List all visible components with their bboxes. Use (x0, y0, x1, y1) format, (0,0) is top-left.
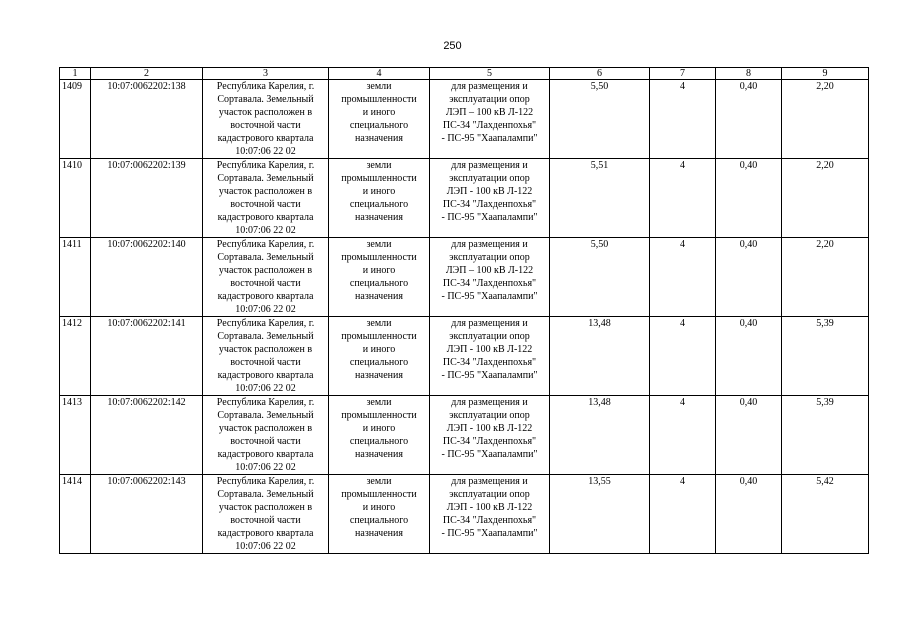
column-9-cell: 5,39 (782, 317, 869, 396)
permitted-use-cell-line: ПС-34 "Лахденпохья" (442, 515, 537, 526)
column-7-cell: 4 (650, 317, 716, 396)
permitted-use-cell-line: ЛЭП - 100 кВ Л-122 (446, 502, 533, 513)
location-cell-line: Республика Карелия, г. (216, 239, 315, 250)
land-category-cell-line: специального (349, 199, 409, 210)
land-category-cell-line: назначения (355, 449, 403, 460)
location-cell-line: кадастрового квартала (217, 212, 314, 223)
location-cell-line: Республика Карелия, г. (216, 476, 315, 487)
land-category-cell (329, 159, 430, 238)
permitted-use-cell-line: ПС-34 "Лахденпохья" (442, 120, 537, 131)
cadastral-number-cell: 10:07:0062202:139 (91, 159, 203, 238)
location-cell-line: Сортавала. Земельный (217, 94, 314, 105)
header-cell: 9 (782, 68, 869, 80)
land-category-cell-line: промышленности (341, 94, 417, 105)
row-number-cell: 1414 (60, 475, 91, 554)
cadastral-number-cell: 10:07:0062202:143 (91, 475, 203, 554)
column-7-cell: 4 (650, 159, 716, 238)
land-category-cell-line: и иного (362, 423, 396, 434)
land-category-cell-line: и иного (362, 186, 396, 197)
row-number-cell: 1410 (60, 159, 91, 238)
table-row (60, 475, 869, 554)
column-9-cell: 2,20 (782, 238, 869, 317)
permitted-use-cell-line: ПС-34 "Лахденпохья" (442, 278, 537, 289)
cadastral-number-cell: 10:07:0062202:141 (91, 317, 203, 396)
land-category-cell-line: промышленности (341, 252, 417, 263)
land-category-cell-line: и иного (362, 502, 396, 513)
permitted-use-cell-line: ЛЭП – 100 кВ Л-122 (445, 107, 534, 118)
land-category-cell-line: промышленности (341, 331, 417, 342)
permitted-use-cell-line: ЛЭП - 100 кВ Л-122 (446, 344, 533, 355)
header-cell: 8 (716, 68, 782, 80)
column-7-cell: 4 (650, 396, 716, 475)
land-category-cell (329, 475, 430, 554)
permitted-use-cell-line: - ПС-95 "Хаапалампи" (441, 291, 538, 302)
permitted-use-cell (430, 475, 550, 554)
permitted-use-cell-line: для размещения и (451, 318, 528, 329)
land-category-cell-line: земли (366, 239, 392, 250)
column-6-cell: 13,48 (550, 396, 650, 475)
location-cell-line: кадастрового квартала (217, 291, 314, 302)
column-6-cell: 5,50 (550, 238, 650, 317)
location-cell-line: Сортавала. Земельный (217, 410, 314, 421)
location-cell (203, 475, 329, 554)
land-category-cell-line: назначения (355, 212, 403, 223)
header-cell: 6 (550, 68, 650, 80)
land-category-cell-line: промышленности (341, 173, 417, 184)
location-cell-line: участок расположен в (218, 423, 313, 434)
location-cell-line: Республика Карелия, г. (216, 318, 315, 329)
land-category-cell-line: земли (366, 81, 392, 92)
location-cell-line: Республика Карелия, г. (216, 160, 315, 171)
column-9-cell: 5,39 (782, 396, 869, 475)
permitted-use-cell-line: ЛЭП - 100 кВ Л-122 (446, 186, 533, 197)
permitted-use-cell-line: эксплуатации опор (449, 173, 530, 184)
column-9-cell: 2,20 (782, 80, 869, 159)
column-8-cell: 0,40 (716, 317, 782, 396)
location-cell (203, 238, 329, 317)
location-cell-line: Республика Карелия, г. (216, 397, 315, 408)
row-number-cell: 1413 (60, 396, 91, 475)
location-cell-line: восточной части (230, 199, 301, 210)
land-category-cell-line: специального (349, 120, 409, 131)
permitted-use-cell-line: эксплуатации опор (449, 252, 530, 263)
permitted-use-cell-line: ПС-34 "Лахденпохья" (442, 357, 537, 368)
location-cell-line: кадастрового квартала (217, 370, 314, 381)
column-6-cell: 13,55 (550, 475, 650, 554)
permitted-use-cell-line: эксплуатации опор (449, 489, 530, 500)
location-cell-line: 10:07:06 22 02 (235, 541, 296, 552)
permitted-use-cell-line: для размещения и (451, 81, 528, 92)
permitted-use-cell-line: для размещения и (451, 239, 528, 250)
land-category-cell-line: земли (366, 397, 392, 408)
cadastral-number-cell: 10:07:0062202:140 (91, 238, 203, 317)
permitted-use-cell-line: эксплуатации опор (449, 94, 530, 105)
permitted-use-cell (430, 159, 550, 238)
permitted-use-cell-line: ЛЭП - 100 кВ Л-122 (446, 423, 533, 434)
location-cell (203, 396, 329, 475)
location-cell-line: Сортавала. Земельный (217, 252, 314, 263)
permitted-use-cell (430, 396, 550, 475)
location-cell-line: 10:07:06 22 02 (235, 146, 296, 157)
column-9-cell: 5,42 (782, 475, 869, 554)
location-cell-line: Сортавала. Земельный (217, 331, 314, 342)
land-category-cell (329, 396, 430, 475)
permitted-use-cell-line: для размещения и (451, 476, 528, 487)
row-number-cell: 1409 (60, 80, 91, 159)
column-9-cell: 2,20 (782, 159, 869, 238)
land-category-cell (329, 80, 430, 159)
land-category-cell-line: земли (366, 318, 392, 329)
location-cell (203, 317, 329, 396)
location-cell-line: участок расположен в (218, 344, 313, 355)
permitted-use-cell-line: эксплуатации опор (449, 410, 530, 421)
location-cell-line: восточной части (230, 120, 301, 131)
location-cell-line: Сортавала. Земельный (217, 173, 314, 184)
location-cell-line: кадастрового квартала (217, 133, 314, 144)
land-category-cell-line: специального (349, 357, 409, 368)
permitted-use-cell (430, 317, 550, 396)
column-8-cell: 0,40 (716, 396, 782, 475)
land-category-cell-line: назначения (355, 291, 403, 302)
column-8-cell: 0,40 (716, 159, 782, 238)
table-row (60, 396, 869, 475)
land-category-cell-line: земли (366, 160, 392, 171)
permitted-use-cell-line: - ПС-95 "Хаапалампи" (441, 449, 538, 460)
location-cell-line: 10:07:06 22 02 (235, 383, 296, 394)
header-cell: 3 (203, 68, 329, 80)
column-7-cell: 4 (650, 475, 716, 554)
location-cell (203, 80, 329, 159)
permitted-use-cell-line: ПС-34 "Лахденпохья" (442, 199, 537, 210)
location-cell-line: участок расположен в (218, 265, 313, 276)
land-category-cell-line: специального (349, 278, 409, 289)
cadastral-number-cell: 10:07:0062202:138 (91, 80, 203, 159)
land-category-cell (329, 238, 430, 317)
land-category-cell-line: назначения (355, 133, 403, 144)
location-cell-line: восточной части (230, 357, 301, 368)
permitted-use-cell-line: эксплуатации опор (449, 331, 530, 342)
header-row (60, 68, 869, 80)
location-cell-line: 10:07:06 22 02 (235, 462, 296, 473)
permitted-use-cell-line: - ПС-95 "Хаапалампи" (441, 370, 538, 381)
location-cell-line: восточной части (230, 515, 301, 526)
column-8-cell: 0,40 (716, 80, 782, 159)
permitted-use-cell-line: ЛЭП – 100 кВ Л-122 (445, 265, 534, 276)
page-number: 250 (443, 40, 462, 52)
location-cell-line: Сортавала. Земельный (217, 489, 314, 500)
header-cell: 4 (329, 68, 430, 80)
column-6-cell: 13,48 (550, 317, 650, 396)
land-category-cell-line: назначения (355, 370, 403, 381)
location-cell-line: восточной части (230, 278, 301, 289)
location-cell-line: участок расположен в (218, 502, 313, 513)
location-cell (203, 159, 329, 238)
header-cell: 1 (60, 68, 91, 80)
permitted-use-cell (430, 80, 550, 159)
column-8-cell: 0,40 (716, 238, 782, 317)
cadastral-number-cell: 10:07:0062202:142 (91, 396, 203, 475)
table-row (60, 317, 869, 396)
location-cell-line: кадастрового квартала (217, 449, 314, 460)
permitted-use-cell-line: - ПС-95 "Хаапалампи" (441, 528, 538, 539)
header-cell: 7 (650, 68, 716, 80)
column-7-cell: 4 (650, 238, 716, 317)
permitted-use-cell-line: для размещения и (451, 160, 528, 171)
header-cell: 5 (430, 68, 550, 80)
land-plot-table (59, 67, 869, 554)
table-row (60, 159, 869, 238)
column-6-cell: 5,51 (550, 159, 650, 238)
land-category-cell-line: и иного (362, 344, 396, 355)
column-7-cell: 4 (650, 80, 716, 159)
location-cell-line: участок расположен в (218, 107, 313, 118)
land-category-cell-line: и иного (362, 265, 396, 276)
row-number-cell: 1411 (60, 238, 91, 317)
column-8-cell: 0,40 (716, 475, 782, 554)
permitted-use-cell-line: ПС-34 "Лахденпохья" (442, 436, 537, 447)
land-category-cell-line: промышленности (341, 410, 417, 421)
land-category-cell-line: специального (349, 436, 409, 447)
land-category-cell-line: назначения (355, 528, 403, 539)
permitted-use-cell-line: - ПС-95 "Хаапалампи" (441, 212, 538, 223)
location-cell-line: участок расположен в (218, 186, 313, 197)
column-6-cell: 5,50 (550, 80, 650, 159)
location-cell-line: 10:07:06 22 02 (235, 225, 296, 236)
land-category-cell-line: промышленности (341, 489, 417, 500)
header-cell: 2 (91, 68, 203, 80)
row-number-cell: 1412 (60, 317, 91, 396)
location-cell-line: 10:07:06 22 02 (235, 304, 296, 315)
permitted-use-cell-line: - ПС-95 "Хаапалампи" (441, 133, 538, 144)
land-category-cell-line: специального (349, 515, 409, 526)
permitted-use-cell (430, 238, 550, 317)
land-category-cell (329, 317, 430, 396)
location-cell-line: кадастрового квартала (217, 528, 314, 539)
land-category-cell-line: земли (366, 476, 392, 487)
table-row (60, 80, 869, 159)
table-row (60, 238, 869, 317)
permitted-use-cell-line: для размещения и (451, 397, 528, 408)
location-cell-line: восточной части (230, 436, 301, 447)
location-cell-line: Республика Карелия, г. (216, 81, 315, 92)
land-category-cell-line: и иного (362, 107, 396, 118)
